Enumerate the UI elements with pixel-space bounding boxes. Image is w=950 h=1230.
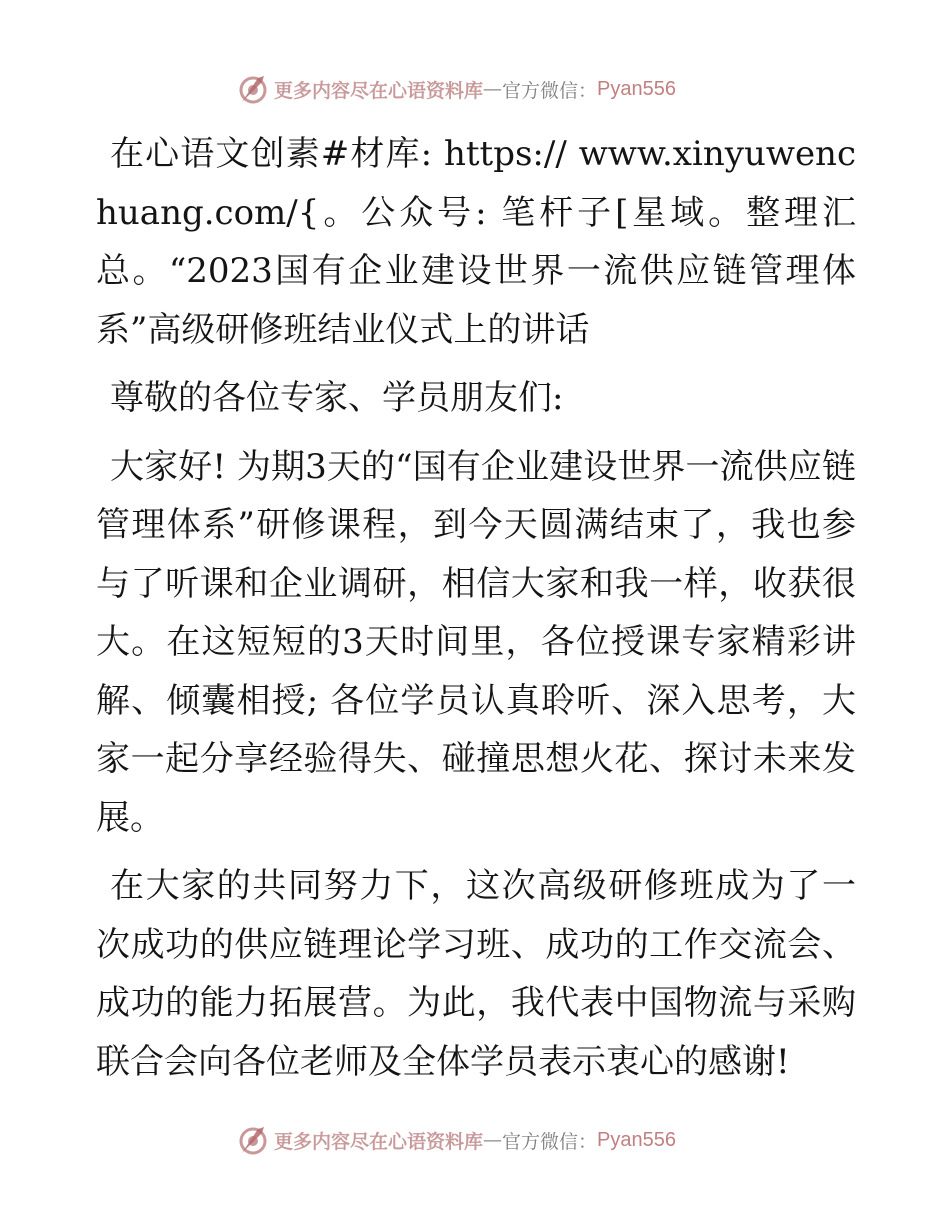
header-watermark <box>236 72 676 106</box>
document-body <box>96 125 856 1101</box>
watermark-brand-text: 更多内容尽在心语资料库 <box>274 79 484 102</box>
paragraph-title: 在心语文创素#材库: https:// www.xinyuwenchuang.com/{。公众号: 笔杆子[星域。整理汇总。“2023国有企业建设世界一流供应链管理体系”高级研修班结业仪式上的讲话 <box>96 134 856 350</box>
feather-pen-seal-icon <box>236 72 270 106</box>
watermark-label: 官方微信： <box>502 1130 598 1153</box>
paragraph-salutation: 尊敬的各位专家、学员朋友们: <box>110 378 564 418</box>
watermark-brand-text: 更多内容尽在心语资料库 <box>274 1130 484 1153</box>
watermark-wechat-id: Pyan556 <box>597 77 676 100</box>
feather-pen-seal-icon <box>236 1123 270 1157</box>
watermark-dash: — <box>483 1129 503 1151</box>
paragraph-thanks: 在大家的共同努力下，这次高级研修班成为了一次成功的供应链理论学习班、成功的工作交流会、成功的能力拓展营。为此，我代表中国物流与采购联合会向各位老师及全体学员表示衷心的感谢! <box>96 866 856 1082</box>
paragraph-greeting: 大家好! 为期3天的“国有企业建设世界一流供应链管理体系”研修课程，到今天圆满结束了，我也参与了听课和企业调研，相信大家和我一样，收获很大。在这短短的3天时间里，各位授课专家精彩讲解、倾囊相授; 各位学员认真聆听、深入思考，大家一起分享经验得失、碰撞思想火花、探讨未来发展。 <box>96 446 856 838</box>
watermark-label: 官方微信： <box>502 79 598 102</box>
footer-watermark <box>236 1123 676 1157</box>
watermark-wechat-id: Pyan556 <box>597 1128 676 1151</box>
watermark-dash: — <box>483 78 503 100</box>
